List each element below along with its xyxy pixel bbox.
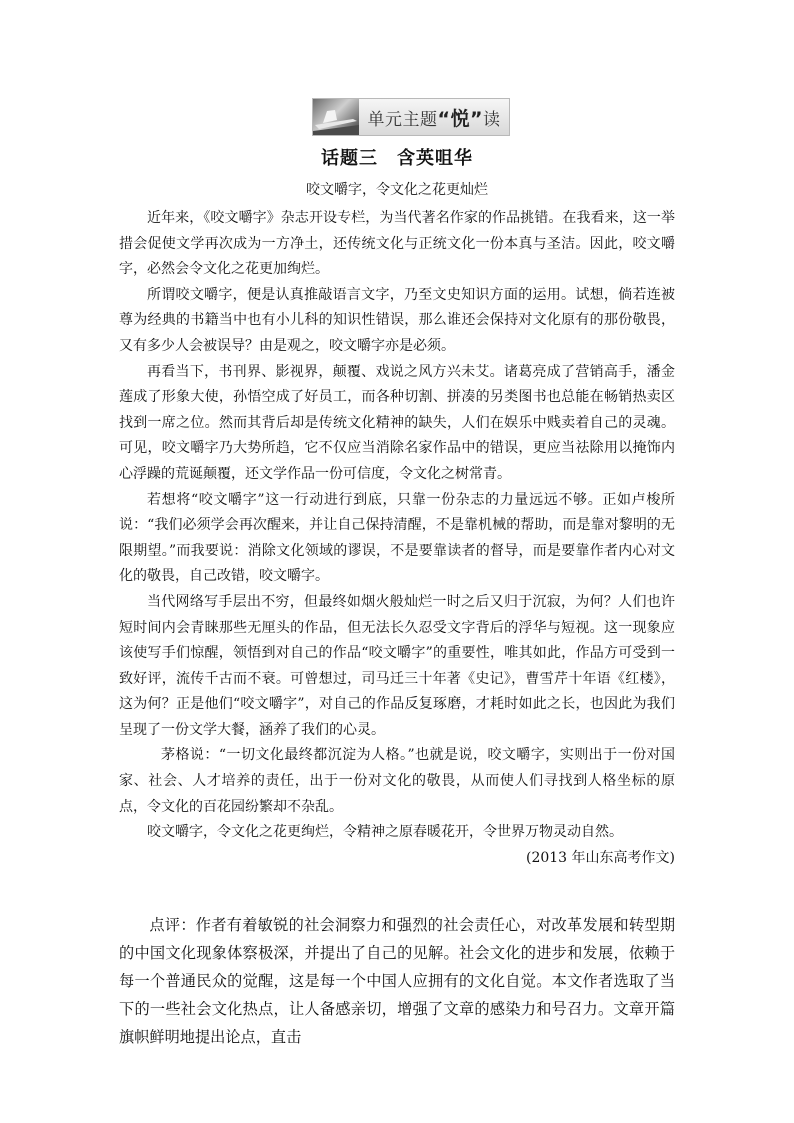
banner-label-prefix: 单元主题 bbox=[367, 109, 438, 130]
ship-sail bbox=[323, 110, 337, 123]
ship-picture-icon bbox=[313, 99, 359, 135]
essay-paragraph-7: 咬文嚼字，令文化之花更绚烂，令精神之原春暖花开，令世界万物灵动自然。 bbox=[147, 824, 623, 841]
banner-label-suffix: 读 bbox=[482, 109, 501, 130]
essay-source: (2013 年山东高考作文) bbox=[525, 849, 675, 866]
banner-label-quote: “悦” bbox=[437, 107, 483, 130]
essay-paragraph-1: 近年来，《咬文嚼字》杂志开设专栏，为当代著名作家的作品挑错。在我看来，这一举措会促使文学再次成为一方净土，还传统文化与正统文化一份本真与圣洁。因此，咬文嚼字，必然会令文化之花更加绚烂。 bbox=[119, 210, 675, 278]
banner-label bbox=[359, 99, 509, 135]
essay-body bbox=[119, 206, 675, 871]
essay-title: 咬文嚼字，令文化之花更灿烂 bbox=[306, 182, 488, 198]
essay-paragraph-5: 当代网络写手层出不穷，但最终如烟火般灿烂一时之后又归于沉寂，为何？人们也许短时间内会青睐那些无厘头的作品，但无法长久忍受文字背后的浮华与短视。这一现象应该使写手们惊醒，领悟到对自己的作品“咬文嚼字”的重要性，唯其如此，作品方可受到一致好评，流传千古而不衰。可曾想过，司马迁三十年著《史记》，曹雪芹十年语《红楼》，这为何？正是他们“咬文嚼字”，对自己的作品反复琢磨，才耗时如此之长，也因此为我们呈现了一份文学大餐，涵养了我们的心灵。 bbox=[119, 593, 675, 738]
essay-paragraph-2: 所谓咬文嚼字，便是认真推敲语言文字，乃至文史知识方面的运用。试想，倘若连被尊为经典的书籍当中也有小儿科的知识性错误，那么谁还会保持对文化原有的那份敬畏，又有多少人会被误导？由是观之，咬文嚼字亦是必须。 bbox=[119, 286, 675, 354]
essay-paragraph-4: 若想将“咬文嚼字”这一行动进行到底，只靠一份杂志的力量远远不够。正如卢梭所说：“我们必须学会再次醒来，并让自己保持清醒，不是靠机械的帮助，而是靠对黎明的无限期望。”而我要说：消除文化领域的谬误，不是要靠读者的督导，而是要靠作者内心对文化的敬畏，自己改错，咬文嚼字。 bbox=[119, 491, 675, 585]
unit-theme-banner bbox=[312, 98, 510, 136]
ship-picture-svg bbox=[313, 99, 359, 135]
essay-paragraph-6: 茅格说：“一切文化最终都沉淀为人格。”也就是说，咬文嚼字，实则出于一份对国家、社会、人才培养的责任，出于一份对文化的敬畏，从而使人们寻找到人格坐标的原点，令文化的百花园纷繁却不杂乱。 bbox=[119, 747, 675, 815]
essay-paragraph-3: 再看当下，书刊界、影视界，颠覆、戏说之风方兴未艾。诸葛亮成了营销高手，潘金莲成了形象大使，孙悟空成了好员工，而各种切割、拼凑的另类图书也总能在畅销热卖区找到一席之位。然而其背后却是传统文化精神的缺失，人们在娱乐中贱卖着自己的灵魂。可见，咬文嚼字乃大势所趋，它不仅应当消除名家作品中的错误，更应当祛除用以掩饰内心浮躁的荒诞颠覆，还文学作品一份可信度，令文化之树常青。 bbox=[119, 363, 675, 482]
comment-text: 点评：作者有着敏锐的社会洞察力和强烈的社会责任心，对改革发展和转型期的中国文化现象体察极深，并提出了自己的见解。社会文化的进步和发展，依赖于每一个普通民众的觉醒，这是每一个中国人应拥有的文化自觉。本文作者选取了当下的一些社会文化热点，让人备感亲切，增强了文章的感染力和号召力。文章开篇旗帜鲜明地提出论点，直击 bbox=[119, 916, 675, 1046]
topic-title: 话题三 含英咀华 bbox=[321, 148, 473, 169]
comment-section bbox=[119, 911, 675, 1051]
